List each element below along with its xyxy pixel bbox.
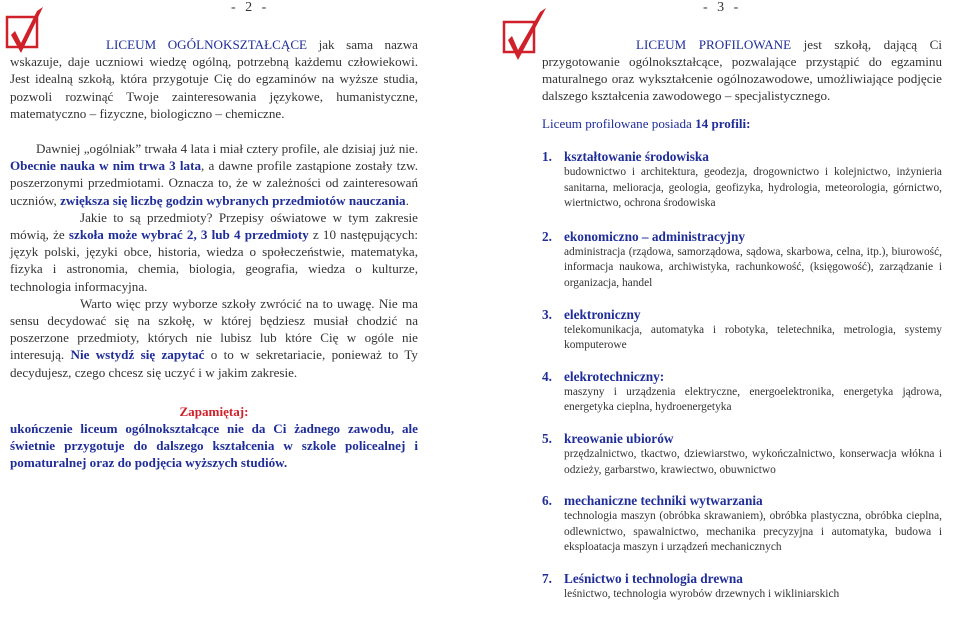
profile-description: technologia maszyn (obróbka skrawaniem), obróbka plastyczna, obróbka cieplna, odlewnictwo, spawalnictwo, mechanika precyzyjna i automatyka, budowa i eksploatacja maszyn i urządzeń mechanicznych [564,510,942,554]
profile-item [542,492,942,556]
profile-title-text: Leśnictwo i technologia drewna [564,570,743,586]
page-number: - 2 - [231,0,270,15]
profile-title-text: ekonomiczno – administracyjny [564,228,745,244]
highlight-text: zwiększa się liczbę godzin wybranych przedmiotów nauczania [60,192,406,208]
para-text: Warto więc przy wyborze szkoły zwrócić na to uwagę. [80,295,379,311]
profile-item [542,148,942,212]
para-text: Jakie to są przedmioty? Przepisy oświatowe w tym zakresie mówią, że [10,209,418,243]
profile-item [542,228,942,292]
para-text: z 10 następujących: język polski, języki obce, historia, wiedza o społeczeństwie, matematyka, fizyka i astronomia, chemia, biologia, geografia, wiedza o kulturze, technologia informacyjna. [10,227,419,294]
profile-description: leśnictwo, technologia wyrobów drzewnych i wikliniarskich [564,587,840,600]
profiles-list [542,148,942,603]
page-right [480,0,960,631]
profile-title-text: kreowanie ubiorów [564,430,674,446]
profile-number: 1. [542,149,552,164]
profile-description: przędzalnictwo, tkactwo, dziewiarstwo, wykończalnictwo, konserwacja włókna i odzieży, garbarstwo, krawiectwo, obuwnictwo [564,447,942,476]
profile-title-text: mechaniczne techniki wytwarzania [564,493,763,509]
remember-title: Zapamiętaj: [179,403,249,419]
profile-title [542,306,942,323]
profile-description: maszyny i urządzenia elektryczne, energoelektronika, energetyka jądrowa, energetyka cieplna, hydroenergetyka [564,385,942,414]
profile-number: 7. [542,570,552,586]
intro-text: jak sama nazwa wskazuje, daje uczniowi wiedzę ogólną, potrzebną każdemu człowiekowi. Jest idealną szkołą, która przygotuje Cię do egzaminów na wyższe studia, pozwoli rozwinąć Twoje zainteresowania językowe, humanistyczne, matematyczno – fizyczne, biologiczno – chemiczne. [10,37,418,121]
intro-title: LICEUM OGÓLNOKSZTAŁCĄCE [106,37,308,52]
highlight-text: szkoła może wybrać 2, 3 lub 4 przedmioty [68,227,309,243]
highlight-text: Obecnie nauka w nim trwa 3 lata [10,158,202,174]
left-column [10,36,418,472]
para-text: . [405,192,409,208]
intro-text: jest szkołą, dającą Ci przygotowanie ogólnokształcące, pozwalające przystąpić do egzaminu maturalnego oraz wykształcenie ogólnozawodowe, umożliwiające podjęcie dalszego kształcenia zawodowego – specjalistycznego. [542,37,942,103]
profile-title [542,570,942,587]
profile-title [542,368,942,385]
profile-title-text: kształtowanie środowiska [564,149,709,164]
profile-title-text: elektroniczny [564,306,641,322]
para-text: o to w sekretariacie, ponieważ to Ty decydujesz, czego chcesz się uczyć i w jakim zakresie. [10,347,418,380]
highlight-text: Nie wstydź się zapytać [70,347,205,363]
profile-title [542,430,942,447]
profile-title [542,492,942,509]
remember-text: ukończenie liceum ogólnokształcące nie da Ci żadnego zawodu, ale świetnie przygotuje do dalszego kształcenia w szkole policealnej i pomaturalnej oraz do podjęcia wyższych studiów. [10,421,418,471]
right-column [542,36,942,603]
profile-number: 4. [542,368,552,384]
para-text: Dawniej „ogólniak” trwała 4 lata i miał cztery profile, ale dzisiaj już nie. [36,141,418,157]
profile-number: 3. [542,306,552,322]
profile-title-text: elekrotechniczny: [564,368,665,384]
profile-item [542,368,942,416]
profiles-count: 14 profili: [695,116,751,131]
intro-title: LICEUM PROFILOWANE [636,37,792,52]
profile-item [542,306,942,354]
profiles-intro-text: Liceum profilowane posiada [542,116,696,131]
profiles-intro [542,115,942,132]
profile-item [542,430,942,478]
profile-description: telekomunikacja, automatyka i robotyka, teletechnika, metrologia, systemy komputerowe [564,323,942,352]
profile-number: 5. [542,430,552,446]
profile-title [542,148,942,165]
profile-description: budownictwo i architektura, geodezja, drogownictwo i kolejnictwo, inżynieria sanitarna, melioracja, geologia, geofizyka, hydrologia, meteorologia, górnictwo, wiertnictwo, ochrona środowiska [564,166,942,210]
profile-number: 6. [542,493,552,509]
page-number: - 3 - [703,0,742,15]
profile-number: 2. [542,228,552,244]
profile-item [542,570,942,603]
para-text: Nie ma sensu decydować się na szkołę, w której będziesz musiał chodzić na poszerzone przedmioty, których nie lubisz lub które Cię w ogóle nie interesują. [10,295,418,363]
profile-description: administracja (rządowa, samorządowa, sądowa, skarbowa, celna, itp.), biurowość, informacja naukowa, archiwistyka, rachunkowość, (księgowość), zarządzanie i organizacja, handel [564,245,942,289]
profile-title [542,228,942,245]
para-text: , a dawne profile zastąpione zostały tzw. poszerzonymi przedmiotami. Oznacza to, że w zależności od zainteresowań uczniów, [10,158,418,208]
